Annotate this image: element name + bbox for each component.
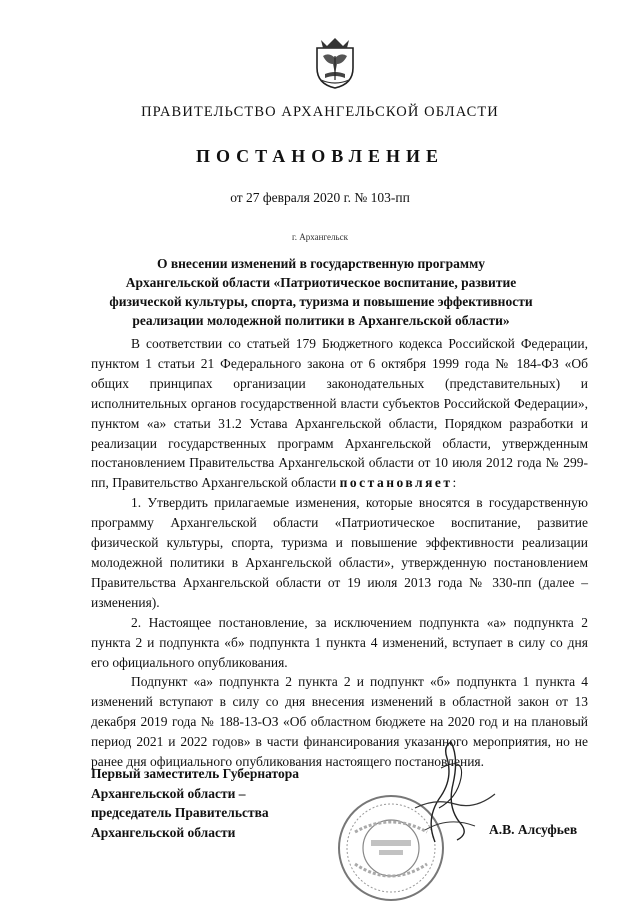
paragraph-1-end: :	[452, 475, 457, 491]
date-number: от 27 февраля 2020 г. № 103-пп	[230, 190, 410, 205]
title-line: О внесении изменений в государственную программу	[156, 256, 486, 271]
title-line: реализации молодежной политики в Архангельской области»	[132, 313, 510, 328]
decree-keyword: постановляет	[339, 475, 453, 491]
position-line: Архангельской области	[91, 824, 236, 840]
paragraph-4: Подпункт «а» подпункта 2 пункта 2 и подпункт «б» подпункта 1 пункта 4 изменений вступают в силу со дня внесения изменений в областной закон от 13 декабря 2019 года № 188-13-ОЗ «Об областном бюджете на 2020 год и на плановый период 2021 и 2022 годов» в части финансирования указанного мероприятия, но не ранее дня официального опубликования настоящего постановления.	[91, 674, 588, 770]
paragraph-3: 2. Настоящее постановление, за исключением подпункта «а» подпункта 2 пункта 2 и подпункта «б» подпункта 1 пункта 4 изменений, вступает в силу со дня его официального опубликования.	[91, 614, 588, 670]
paragraph-1	[91, 334, 588, 493]
signatory-position	[91, 764, 299, 842]
government-name: ПРАВИТЕЛЬСТВО АРХАНГЕЛЬСКОЙ ОБЛАСТИ	[141, 104, 499, 120]
position-line: Первый заместитель Губернатора	[91, 766, 299, 781]
document-type: ПОСТАНОВЛЕНИЕ	[195, 146, 445, 166]
signatory-name: А.В. Алсуфьев	[489, 822, 578, 837]
position-line: председатель Правительства	[91, 805, 269, 820]
title-line: Архангельской области «Патриотическое воспитание, развитие	[125, 275, 517, 290]
paragraph-2: 1. Утвердить прилагаемые изменения, которые вносятся в государственную программу Архангельской области «Патриотическое воспитание, развитие физической культуры, спорта, туризма и повышение эффективности реализации молодежной политики в Архангельской области», утвержденную постановлением Правительства Архангельской области от 19 июля 2013 года № 330-пп (далее – изменения).	[91, 495, 588, 610]
position-line: Архангельской области –	[91, 785, 246, 801]
coat-of-arms-icon	[311, 34, 359, 90]
city: г. Архангельск	[292, 232, 348, 242]
document-title	[86, 254, 556, 330]
document-body	[91, 334, 588, 772]
title-line: физической культуры, спорта, туризма и повышение эффективности	[109, 294, 533, 309]
paragraph-1-text: В соответствии со статьей 179 Бюджетного кодекса Российской Федерации, пунктом 1 статьи 21 Федерального закона от 6 октября 1999 года № 184-ФЗ «Об общих принципах организации законодательных (представительных) и исполнительных органов государственной власти субъектов Российской Федерации», пунктом «а» статьи 31.2 Устава Архангельской области, Порядком разработки и реализации государственных программ Архангельской области, утвержденным постановлением Правительства Архангельской области от 10 июля 2012 года № 299-пп, Правительство Архангельской области	[91, 336, 588, 491]
